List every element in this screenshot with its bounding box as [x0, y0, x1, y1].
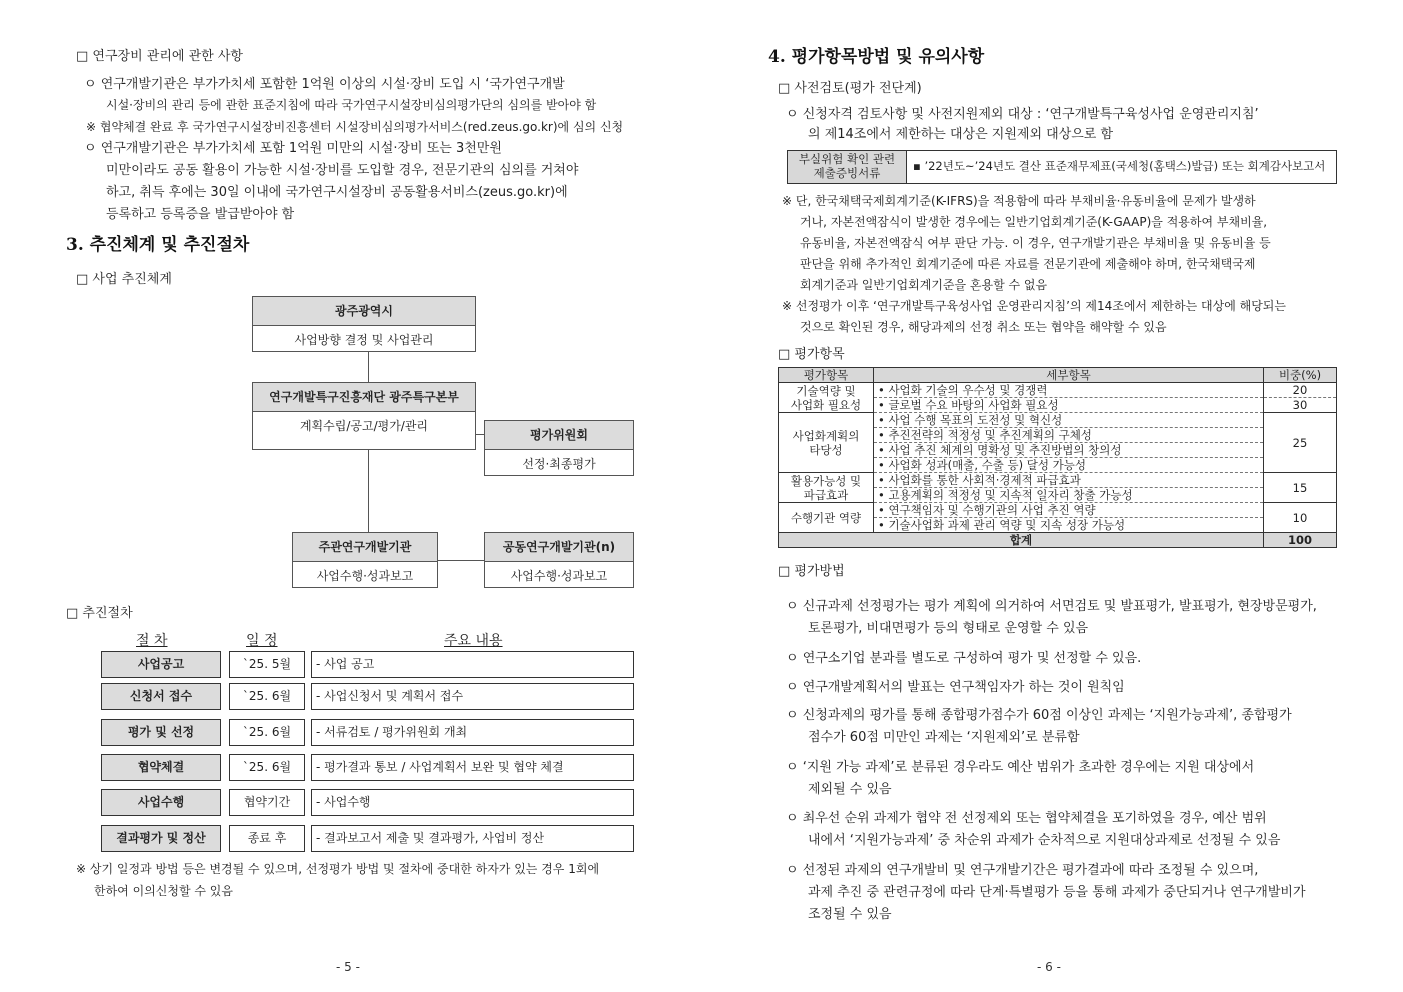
method-6-line-1: ㅇ 최우선 순위 과제가 협약 전 선정제외 또는 협약체결을 포기하였을 경우, 예산 범위 [786, 811, 1267, 826]
eval-weight: 25 [1264, 413, 1337, 473]
eval-total-label: 합계 [779, 533, 1264, 548]
step-desc: - 사업신청서 및 계획서 접수 [311, 683, 634, 710]
eval-weight: 20 [1264, 383, 1337, 398]
doc-requirement-box [787, 150, 1337, 184]
doc-label-line: 부실위험 확인 관련 [798, 152, 896, 166]
step-name: 협약체결 [101, 754, 221, 781]
eval-item: • 사업 추진 체계의 명확성 및 추진방법의 창의성 [874, 443, 1264, 458]
section-4-title: 4. 평가항목방법 및 유의사항 [768, 47, 985, 67]
org-connector [368, 352, 369, 382]
eval-item: • 사업화 기술의 우수성 및 경쟁력 [874, 383, 1264, 398]
eval-category-line: 사업화 필요성 [790, 397, 862, 412]
eval-item: • 추진전략의 적정성 및 추진계획의 구체성 [874, 428, 1264, 443]
step-date: `25. 5월 [229, 651, 305, 678]
eval-category-line: 사업화계획의 [792, 428, 860, 443]
org-committee [484, 420, 634, 476]
proc-header-step: 절 차 [136, 633, 168, 649]
eval-total-value: 100 [1264, 533, 1337, 548]
page-number: - 5 - [336, 960, 360, 974]
step-date: `25. 6월 [229, 683, 305, 710]
page-6 [700, 0, 1403, 992]
org-connector [438, 560, 484, 561]
system-title: □ 사업 추진체계 [76, 272, 172, 287]
step-name: 사업공고 [101, 651, 221, 678]
step-date: 종료 후 [229, 825, 305, 852]
org-joint-name: 공동연구개발기관(n) [485, 533, 633, 562]
step-desc: - 사업수행 [311, 789, 634, 816]
proc-note-line-2: 한하여 이의신청할 수 있음 [94, 884, 233, 898]
org-foundation [252, 382, 476, 450]
note-2-line-1: ※ 선정평가 이후 ‘연구개발특구육성사업 운영관리지침’의 제14조에서 제한하는 대상에 해당되는 [782, 299, 1286, 313]
equip-bullet-2-line-4: 등록하고 등록증을 발급받아야 함 [106, 207, 295, 222]
note-1-line-4: 판단을 위해 추가적인 회계기준에 따른 자료를 전문기관에 제출해야 하며, 한국채택국제 [800, 257, 1256, 271]
org-foundation-role: 계획수립/공고/평가/관리 [299, 419, 429, 433]
step-name: 신청서 접수 [101, 683, 221, 710]
equip-title: □ 연구장비 관리에 관한 사항 [76, 49, 243, 64]
note-1-line-3: 유동비율, 자본전액잠식 여부 판단 가능. 이 경우, 연구개발기관은 부채비율 및 유동비율 등 [800, 236, 1271, 250]
org-joint [484, 532, 634, 588]
eval-category-line: 기술역량 및 [796, 383, 856, 398]
step-date: 협약기간 [229, 789, 305, 816]
eval-weight: 10 [1264, 503, 1337, 533]
eval-category [779, 413, 874, 473]
method-6-line-2: 내에서 ‘지원가능과제’ 중 차순위 과제가 순차적으로 지원대상과제로 선정될 수 있음 [808, 833, 1281, 848]
doc-requirement-label [788, 151, 907, 183]
note-1-line-1: ※ 단, 한국채택국제회계기준(K-IFRS)을 적용함에 따라 부채비율·유동비율에 문제가 발생하 [782, 194, 1256, 208]
org-lead-name: 주관연구개발기관 [293, 533, 437, 562]
step-date: `25. 6월 [229, 754, 305, 781]
step-name: 사업수행 [101, 789, 221, 816]
eval-category [779, 473, 874, 503]
precheck-title: □ 사전검토(평가 전단계) [778, 81, 922, 96]
method-1-line-2: 토론평가, 비대면평가 등의 형태로 운영할 수 있음 [808, 621, 1089, 636]
eval-item: • 고용계획의 적정성 및 지속적 일자리 창출 가능성 [874, 488, 1264, 503]
precheck-line-1: ㅇ 신청자격 검토사항 및 사전지원제외 대상 : ‘연구개발특구육성사업 운영관리지침’ [786, 107, 1259, 122]
eval-category [779, 503, 874, 533]
org-connector [368, 450, 369, 532]
step-date: `25. 6월 [229, 719, 305, 746]
step-desc: - 결과보고서 제출 및 결과평가, 사업비 정산 [311, 825, 634, 852]
proc-note-line-1: ※ 상기 일정과 방법 등은 변경될 수 있으며, 선정평가 방법 및 절차에 중대한 하자가 있는 경우 1회에 [76, 862, 600, 876]
eval-header: 평가항목 [779, 368, 874, 383]
org-joint-role: 사업수행·성과보고 [510, 569, 608, 583]
org-gwangju-name: 광주광역시 [253, 297, 475, 326]
eval-item: • 사업 수행 목표의 도전성 및 혁신성 [874, 413, 1264, 428]
step-desc: - 서류검토 / 평가위원회 개최 [311, 719, 634, 746]
org-foundation-name: 연구개발특구진흥재단 광주특구본부 [253, 383, 475, 412]
org-gwangju-role: 사업방향 결정 및 사업관리 [294, 333, 434, 347]
org-gwangju [252, 296, 476, 352]
method-4-line-1: ㅇ 신청과제의 평가를 통해 종합평가점수가 60점 이상인 과제는 ‘지원가능과제’, 종합평가 [786, 708, 1292, 723]
page-5 [0, 0, 700, 992]
equip-bullet-2-line-2: 미만이라도 공동 활용이 가능한 시설·장비를 도입할 경우, 전문기관의 심의를 거쳐야 [106, 163, 579, 178]
equip-bullet-2-line-1: ㅇ 연구개발기관은 부가가치세 포함 1억원 미만의 시설·장비 또는 3천만원 [84, 141, 502, 156]
proc-header-date: 일 정 [246, 633, 278, 649]
note-1-line-2: 거나, 자본전액잠식이 발생한 경우에는 일반기업회계기준(K-GAAP)을 적용하여 부채비율, [800, 215, 1268, 229]
org-lead [292, 532, 438, 588]
method-title: □ 평가방법 [778, 564, 845, 579]
equip-bullet-2-line-3: 하고, 취득 후에는 30일 이내에 국가연구시설장비 공동활용서비스(zeus.go.kr)에 [106, 185, 568, 200]
equip-bullet-1-line-2: 시설·장비의 관리 등에 관한 표준지침에 따라 국가연구시설장비심의평가단의 심의를 받아야 함 [106, 98, 597, 112]
eval-category-line: 타당성 [809, 442, 843, 457]
eval-item: • 사업화를 통한 사회적·경제적 파급효과 [874, 473, 1264, 488]
items-title: □ 평가항목 [778, 347, 845, 362]
eval-weight: 30 [1264, 398, 1337, 413]
precheck-line-2: 의 제14조에서 제한하는 대상은 지원제외 대상으로 함 [808, 127, 1114, 142]
doc-label-line: 제출증빙서류 [813, 166, 881, 180]
equip-note: ※ 협약체결 완료 후 국가연구시설장비진흥센터 시설장비심의평가서비스(red.zeus.go.kr)에 심의 신청 [86, 120, 624, 134]
equip-bullet-1-line-1: ㅇ 연구개발기관은 부가가치세 포함한 1억원 이상의 시설·장비 도입 시 ‘국가연구개발 [84, 77, 565, 92]
method-7-line-3: 조정될 수 있음 [808, 907, 892, 922]
step-name: 평가 및 선정 [101, 719, 221, 746]
eval-item: • 기술사업화 과제 관리 역량 및 지속 성장 가능성 [874, 518, 1264, 533]
org-committee-role: 선정·최종평가 [522, 457, 596, 471]
procedure-title: □ 추진절차 [66, 606, 133, 621]
method-7-line-1: ㅇ 선정된 과제의 연구개발비 및 연구개발기간은 평가결과에 따라 조정될 수 있으며, [786, 863, 1259, 878]
eval-category-line: 파급효과 [803, 487, 849, 502]
step-name: 결과평가 및 정산 [101, 825, 221, 852]
eval-header: 비중(%) [1264, 368, 1337, 383]
eval-header: 세부항목 [874, 368, 1264, 383]
doc-requirement-value: ▪ ’22년도~’24년도 결산 표준재무제표(국세청(홈택스)발급) 또는 회계감사보고서 [913, 159, 1326, 173]
method-5-line-1: ㅇ ‘지원 가능 과제’로 분류된 경우라도 예산 범위가 초과한 경우에는 지원 대상에서 [786, 760, 1255, 775]
method-1-line-1: ㅇ 신규과제 선정평가는 평가 계획에 의거하여 서면검토 및 발표평가, 발표평가, 현장방문평가, [786, 599, 1317, 614]
eval-category-line: 수행기관 역량 [790, 510, 862, 525]
evaluation-table [778, 367, 1337, 548]
eval-category [779, 383, 874, 413]
method-2: ㅇ 연구소기업 분과를 별도로 구성하여 평가 및 선정할 수 있음. [786, 651, 1142, 666]
page-number: - 6 - [1037, 960, 1061, 974]
eval-item: • 사업화 성과(매출, 수출 등) 달성 가능성 [874, 458, 1264, 473]
proc-header-content: 주요 내용 [444, 633, 503, 649]
org-lead-role: 사업수행·성과보고 [316, 569, 414, 583]
org-committee-name: 평가위원회 [485, 421, 633, 450]
method-3: ㅇ 연구개발계획서의 발표는 연구책임자가 하는 것이 원칙임 [786, 680, 1125, 695]
section-3-title: 3. 추진체계 및 추진절차 [66, 235, 250, 255]
org-connector [476, 434, 484, 435]
method-7-line-2: 과제 추진 중 관련규정에 따라 단계·특별평가 등을 통해 과제가 중단되거나 연구개발비가 [808, 885, 1306, 900]
eval-weight: 15 [1264, 473, 1337, 503]
step-desc: - 사업 공고 [311, 651, 634, 678]
eval-item: • 연구책임자 및 수행기관의 사업 추진 역량 [874, 503, 1264, 518]
step-desc: - 평가결과 통보 / 사업계획서 보완 및 협약 체결 [311, 754, 634, 781]
eval-category-line: 활용가능성 및 [790, 473, 862, 488]
note-2-line-2: 것으로 확인된 경우, 해당과제의 선정 취소 또는 협약을 해약할 수 있음 [800, 320, 1167, 334]
note-1-line-5: 회계기준과 일반기업회계기준을 혼용할 수 없음 [800, 278, 1048, 292]
method-4-line-2: 점수가 60점 미만인 과제는 ‘지원제외’로 분류함 [808, 730, 1080, 745]
eval-item: • 글로벌 수요 바탕의 사업화 필요성 [874, 398, 1264, 413]
method-5-line-2: 제외될 수 있음 [808, 782, 892, 797]
